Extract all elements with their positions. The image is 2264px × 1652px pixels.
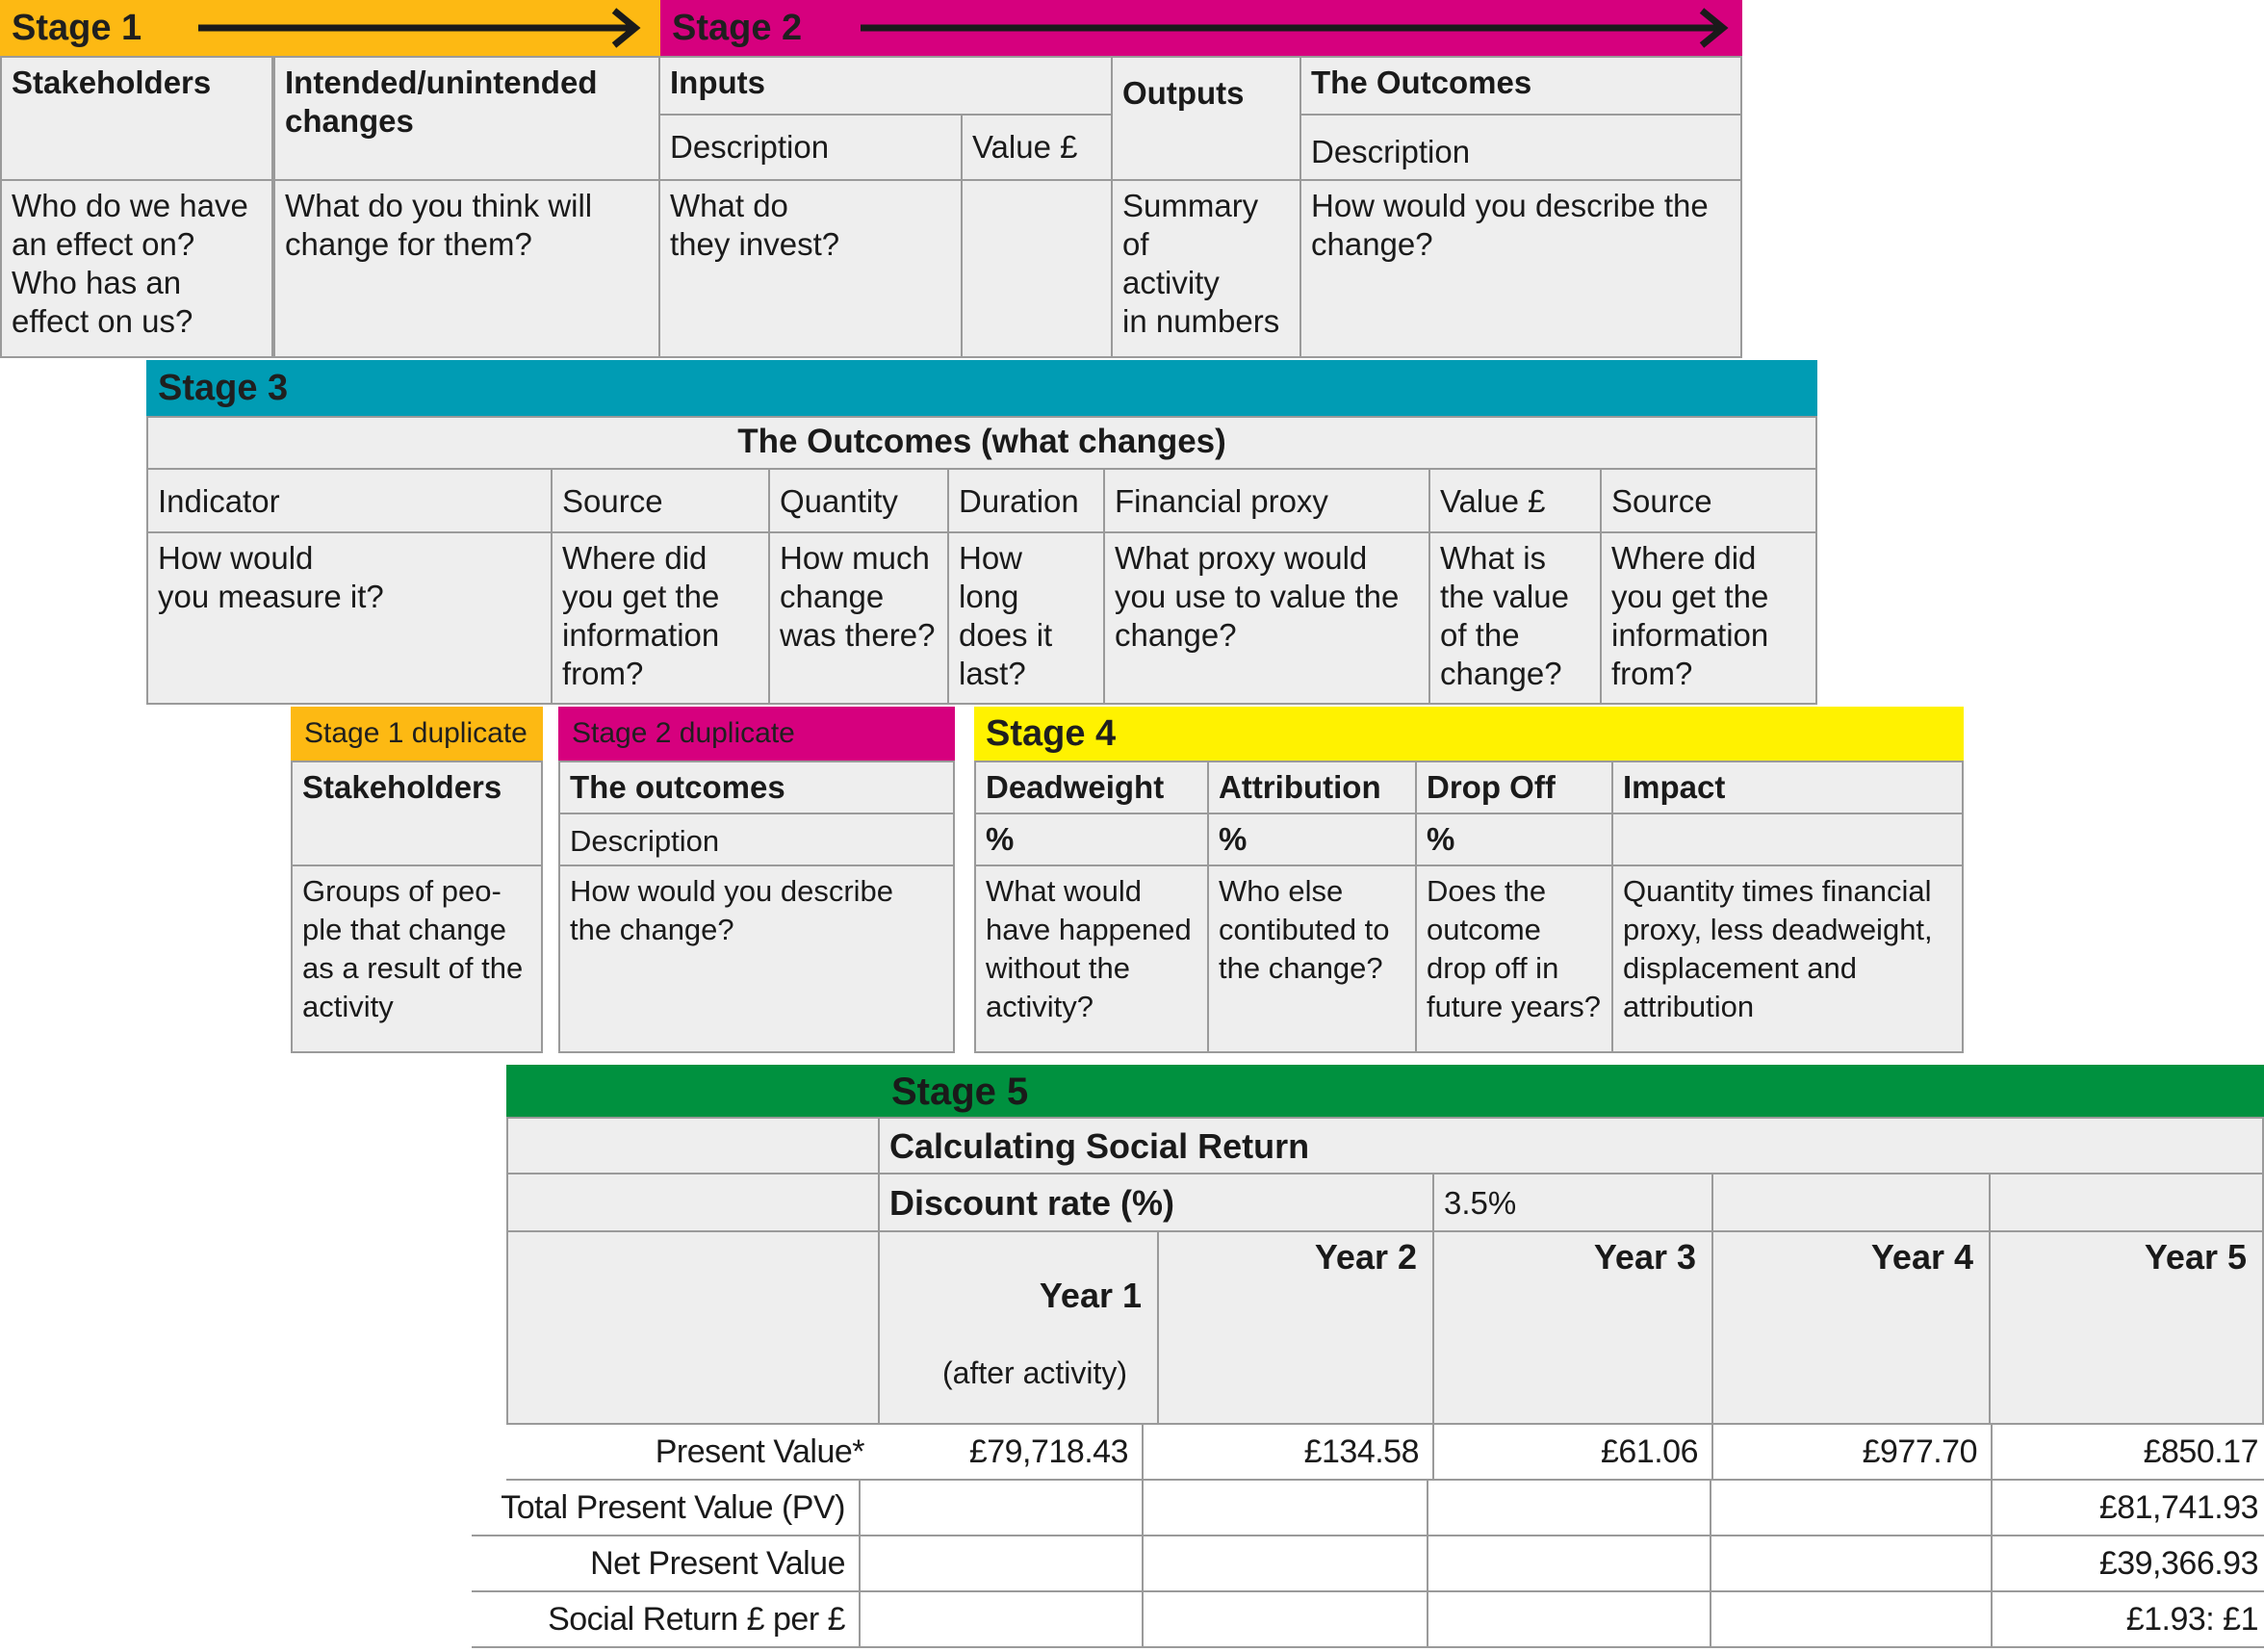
stage5-npv-blank-1	[861, 1536, 1144, 1592]
stage2-duplicate-outcomes-body: How would you describe the change?	[558, 865, 955, 1053]
stage5-npv-label: Net Present Value	[472, 1536, 861, 1592]
stage5-year-3: Year 3	[1432, 1230, 1713, 1425]
stage5-discount-blank-5	[1989, 1173, 2264, 1232]
stage2-outputs-body: Summary of activity in numbers	[1111, 179, 1301, 358]
stage5-total-pv-label: Total Present Value (PV)	[472, 1481, 861, 1536]
stage4-drop-off-body: Does the outcome drop off in future years?	[1415, 865, 1613, 1053]
stage5-present-value-year-5: £850.17	[1993, 1425, 2264, 1481]
stage5-present-value-year-4: £977.70	[1713, 1425, 1993, 1481]
stage1-duplicate-stakeholders-header: Stakeholders	[291, 761, 543, 866]
stage3-header-bar	[146, 360, 1817, 416]
stage3-value-body: What is the value of the change?	[1428, 531, 1602, 705]
stage3-col-duration: Duration	[947, 468, 1105, 533]
stage5-year-4: Year 4	[1711, 1230, 1991, 1425]
stage5-social-return-value: £1.93: £1	[1993, 1592, 2264, 1648]
stage2-outputs-header: Outputs	[1111, 56, 1301, 181]
stage4-header-bar	[974, 707, 1964, 761]
stage1-changes-body: What do you think will change for them?	[273, 179, 660, 358]
stage2-inputs-description-body: What do they invest?	[658, 179, 963, 358]
stage2-label: Stage 2	[672, 8, 803, 48]
stage3-financial-proxy-body: What proxy would you use to value the change?	[1103, 531, 1430, 705]
stage5-blank-discount-left	[506, 1173, 880, 1232]
stage5-social-return-label: Social Return £ per £	[472, 1592, 861, 1648]
stage4-col-drop-off: Drop Off	[1415, 761, 1613, 814]
stage4-unit-drop-off: %	[1415, 813, 1613, 866]
stage5-total-pv-blank-2	[1144, 1481, 1428, 1536]
stage5-npv-blank-4	[1711, 1536, 1993, 1592]
stage2-duplicate-bar	[558, 707, 955, 761]
stage4-impact-body: Quantity times financial proxy, less deadweight, displacement and attribution	[1611, 865, 1964, 1053]
stage5-total-pv-blank-4	[1711, 1481, 1993, 1536]
stage1-duplicate-stakeholders-body: Groups of peo- ple that change as a result of the activity	[291, 865, 543, 1053]
stage2-outcomes-header: The Outcomes	[1299, 56, 1742, 116]
stage5-year-1-title: Year 1	[1039, 1276, 1142, 1315]
stage5-blank-years-left	[506, 1230, 880, 1425]
stage5-discount-label: Discount rate (%)	[878, 1173, 1434, 1232]
stage5-blank-title-left	[506, 1117, 880, 1174]
stage5-present-value-year-2: £134.58	[1144, 1425, 1434, 1481]
stage5-year-1-subtitle: (after activity)	[941, 1355, 1128, 1390]
stage3-source-2-body: Where did you get the information from?	[1600, 531, 1817, 705]
stage4-unit-attribution: %	[1207, 813, 1417, 866]
stage1-duplicate-label: Stage 1 duplicate	[304, 717, 527, 749]
stage5-npv-value: £39,366.93	[1993, 1536, 2264, 1592]
stage1-stakeholders-header: Stakeholders	[0, 56, 273, 181]
stage5-present-value-label: Present Value*	[506, 1425, 880, 1481]
stage4-label: Stage 4	[986, 713, 1117, 754]
stage3-indicator-body: How would you measure it?	[146, 531, 553, 705]
stage3-label: Stage 3	[158, 368, 289, 408]
stage5-year-5: Year 5	[1989, 1230, 2264, 1425]
stage5-discount-blank-4	[1711, 1173, 1991, 1232]
stage3-title: The Outcomes (what changes)	[146, 416, 1817, 470]
stage5-social-return-blank-4	[1711, 1592, 1993, 1648]
stage4-attribution-body: Who else contibuted to the change?	[1207, 865, 1417, 1053]
stage5-year-1	[878, 1230, 1159, 1425]
stage4-unit-deadweight: %	[974, 813, 1209, 866]
stage2-outcomes-description-label: Description	[1299, 114, 1742, 181]
stage5-total-pv-blank-1	[861, 1481, 1144, 1536]
stage4-unit-impact	[1611, 813, 1964, 866]
stage2-inputs-header: Inputs	[658, 56, 1113, 116]
stage1-stakeholders-body: Who do we have an effect on? Who has an effect on us?	[0, 179, 273, 358]
stage3-col-indicator: Indicator	[146, 468, 553, 533]
stage1-changes-header: Intended/unintended changes	[273, 56, 660, 181]
stage2-arrow-icon	[855, 6, 1733, 50]
stage2-duplicate-description-label: Description	[558, 813, 955, 866]
stage5-title: Calculating Social Return	[878, 1117, 2264, 1174]
stage5-social-return-blank-3	[1428, 1592, 1711, 1648]
stage2-outcomes-body: How would you describe the change?	[1299, 179, 1742, 358]
stage3-quantity-body: How much change was there?	[768, 531, 949, 705]
stage2-inputs-description-label: Description	[658, 114, 963, 181]
stage4-deadweight-body: What would have happened without the activity?	[974, 865, 1209, 1053]
stage3-duration-body: How long does it last?	[947, 531, 1105, 705]
stage5-total-pv-blank-3	[1428, 1481, 1711, 1536]
stage5-discount-value: 3.5%	[1432, 1173, 1713, 1232]
stage3-col-source: Source	[551, 468, 770, 533]
stage3-col-quantity: Quantity	[768, 468, 949, 533]
stage5-year-2: Year 2	[1157, 1230, 1434, 1425]
stage2-inputs-value-body	[961, 179, 1113, 358]
stage5-total-pv-value: £81,741.93	[1993, 1481, 2264, 1536]
stage4-col-deadweight: Deadweight	[974, 761, 1209, 814]
stage3-col-value: Value £	[1428, 468, 1602, 533]
stage5-npv-blank-2	[1144, 1536, 1428, 1592]
stage1-duplicate-bar	[291, 707, 543, 761]
stage2-inputs-value-label: Value £	[961, 114, 1113, 181]
stage2-duplicate-label: Stage 2 duplicate	[572, 717, 795, 749]
stage5-present-value-year-3: £61.06	[1434, 1425, 1713, 1481]
stage5-npv-blank-3	[1428, 1536, 1711, 1592]
stage5-social-return-blank-1	[861, 1592, 1144, 1648]
stage4-col-attribution: Attribution	[1207, 761, 1417, 814]
stage3-col-financial-proxy: Financial proxy	[1103, 468, 1430, 533]
stage4-col-impact: Impact	[1611, 761, 1964, 814]
stage5-header-bar	[506, 1065, 2264, 1119]
stage3-source-body: Where did you get the information from?	[551, 531, 770, 705]
stage5-present-value-year-1: £79,718.43	[878, 1425, 1144, 1481]
stage1-arrow-icon	[193, 6, 645, 50]
stage5-label: Stage 5	[891, 1071, 1029, 1113]
stage3-col-source-2: Source	[1600, 468, 1817, 533]
stage5-social-return-blank-2	[1144, 1592, 1428, 1648]
stage2-duplicate-outcomes-header: The outcomes	[558, 761, 955, 814]
stage1-label: Stage 1	[12, 8, 142, 48]
